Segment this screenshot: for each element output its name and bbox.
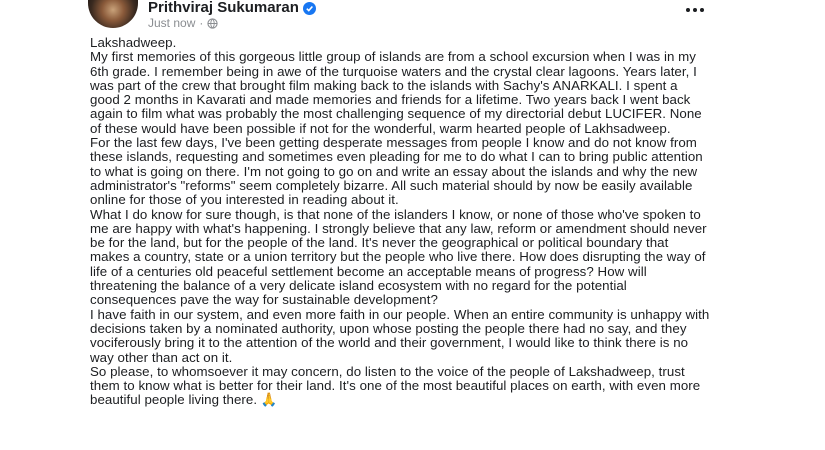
post-body [90,36,710,408]
more-options-button[interactable] [683,0,707,20]
dot [686,8,690,12]
post-paragraph: For the last few days, I've been getting desperate messages from people I know and do not know from these islands, requesting and sometimes even pleading for me to do what I can to bring public attention to what is going on there. I'm not going to go on and write an essay about the islands and why the new administrator's "reforms" seem completely bizarre. All such material should by now be easily available online for those of you interested in reading about it. [90,135,703,208]
dot [693,8,697,12]
globe-icon[interactable] [207,18,218,29]
separator: · [199,16,204,30]
author-name[interactable]: Prithviraj Sukumaran [148,0,299,16]
post-timestamp[interactable]: Just now [148,16,196,30]
post-author[interactable] [148,0,316,16]
verified-badge-icon [303,2,316,15]
post-meta [148,16,218,30]
post-paragraph: I have faith in our system, and even more faith in our people. When an entire community is unhappy with decisions taken by a nominated authority, upon whose posting the people there had no say, and they vociferously bring it to the attention of the world and their government, I would like to think there is no way other than act on it. [90,306,710,365]
post-paragraph: My first memories of this gorgeous little group of islands are from a school excursion when I was in my 6th grade. I remember being in awe of the turquoise waters and the crystal clear lagoons. Years later, I was part of the crew that brought film making back to the islands with Sachy's ANARKALI. I spent a good 2 months in Kavarati and made memories and friends for a lifetime. Two years back I went back again to film what was probably the most challenging sequence of my directorial debut LUCIFER. None of these would have been possible if not for the wonderful, warm hearted people of Lakhsadweep. [90,49,702,136]
post-paragraph: Lakshadweep. [90,35,177,50]
avatar[interactable] [88,0,138,28]
dot [700,8,704,12]
post-paragraph: So please, to whomsoever it may concern, do listen to the voice of the people of Lakshadweep, trust them to know what is better for their land. It's one of the most beautiful places on earth, with even more beautiful people living there. 🙏 [90,363,701,408]
post-paragraph: What I do know for sure though, is that none of the islanders I know, or none of those who've spoken to me are happy with what's happening. I strongly believe that any law, reform or amendment should never be for the land, but for the people of the land. It's never the geographical or political boundary that makes a country, state or a union territory but the people who live there. How does disrupting the way of life of a centuries old peaceful settlement become an acceptable means of progress? How will threatening the balance of a very delicate island ecosystem with no regard for the potential consequences pave the way for sustainable development? [90,206,707,308]
